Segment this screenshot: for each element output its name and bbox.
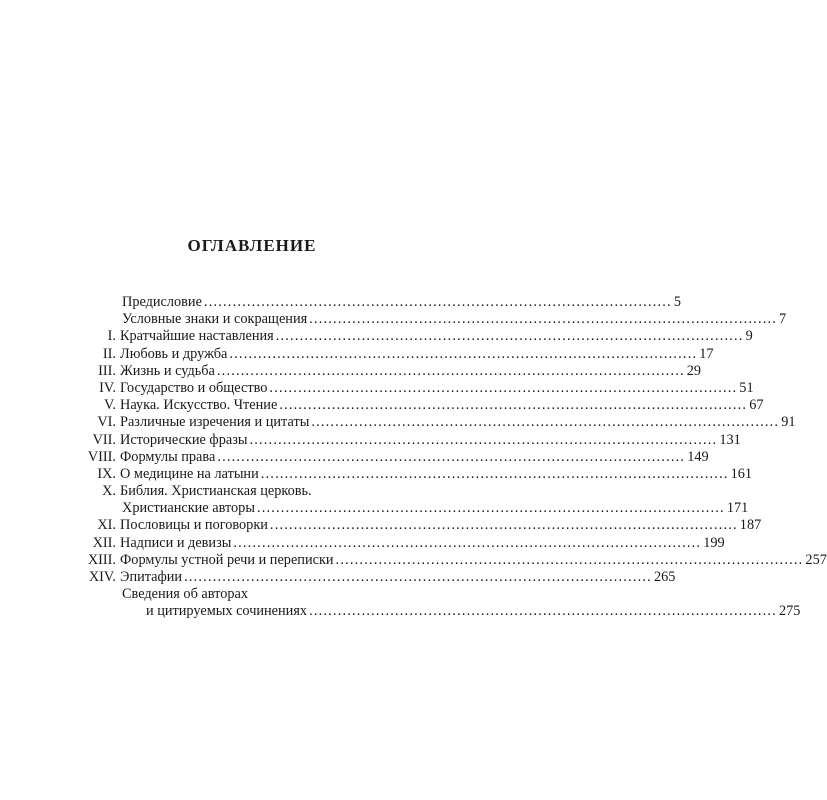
toc-entry-number: VII.	[92, 431, 116, 448]
toc-entry	[92, 362, 702, 380]
toc-entry-number: III.	[98, 362, 116, 379]
toc-entry-label: Наука. Искусство. Чтение	[120, 397, 278, 414]
toc-leader-dots: ..................................................................................................	[229, 345, 698, 362]
toc-leader-dots: ..................................................................................................	[216, 362, 685, 379]
toc-entry-label: Жизнь и судьба	[120, 362, 215, 379]
toc-entry	[92, 586, 404, 603]
toc-entry-label: Эпитафии	[120, 569, 183, 585]
toc-entry-page: 9	[745, 328, 753, 345]
toc-leader-dots: ..................................................................................................	[275, 328, 744, 345]
toc-entry	[92, 517, 762, 534]
toc-entry	[92, 379, 754, 397]
toc-leader-dots: ..................................................................................................	[249, 431, 718, 448]
toc-entry-label: Христианские авторы	[122, 500, 255, 517]
toc-leader-dots: ..................................................................................................	[256, 500, 725, 517]
toc-leader-dots: ..................................................................................................	[269, 517, 738, 534]
toc-entry	[88, 569, 676, 586]
toc-entry-label: Кратчайшие наставления	[120, 328, 274, 345]
toc-entry-number: II.	[102, 345, 116, 362]
toc-entry-number: IX.	[97, 465, 116, 482]
toc-entry-label: Сведения об авторах	[122, 586, 249, 603]
toc-entry-label: Формулы устной речи и переписки	[120, 551, 334, 568]
toc-entry-number: I.	[107, 328, 116, 345]
toc-entry-label: Пословицы и поговорки	[120, 517, 268, 534]
toc-entry-label: Надписи и девизы	[120, 534, 232, 551]
toc-entry-label: О медицине на латыни	[120, 465, 259, 482]
toc-entry	[92, 414, 796, 431]
toc-entry-page: 265	[653, 569, 676, 585]
toc-leader-dots: ..................................................................................................	[217, 448, 686, 465]
toc-entry-page: 171	[726, 500, 749, 517]
toc-entry-number: V.	[103, 397, 116, 414]
toc-entry	[92, 311, 787, 328]
toc-entry-page: 91	[781, 414, 796, 431]
toc-entry-page: 187	[739, 517, 762, 534]
toc-entry-page: 5	[673, 294, 681, 310]
toc-entry-number: VI.	[97, 414, 116, 431]
toc-entry-page: 149	[687, 448, 709, 465]
toc-entry-page: 67	[749, 397, 764, 414]
toc-leader-dots: ..................................................................................................	[260, 465, 729, 482]
toc-entry	[92, 603, 801, 620]
toc-entry-page: 7	[779, 311, 787, 328]
toc-entry-page: 257	[805, 551, 827, 568]
toc-entry	[92, 534, 725, 552]
toc-entry	[92, 397, 764, 414]
toc-entry-label: Различные изречения и цитаты	[120, 414, 310, 431]
toc-entry	[87, 448, 709, 466]
toc-leader-dots: ..................................................................................................	[311, 414, 780, 431]
toc-leader-dots: ..................................................................................................	[309, 603, 777, 620]
toc-entry-page: 161	[730, 465, 753, 482]
toc-entry-number: XIII.	[87, 551, 116, 568]
toc-entry-page: 51	[739, 379, 754, 396]
table-of-contents	[87, 294, 827, 621]
toc-entry	[92, 500, 749, 517]
toc-entry-label: Условные знаки и сокращения	[122, 311, 308, 328]
toc-leader-dots: ..................................................................................................	[269, 379, 738, 396]
toc-entry	[92, 328, 753, 345]
toc-entry-page: 17	[699, 345, 714, 362]
toc-entry-number: IV.	[99, 379, 116, 396]
toc-leader-dots: ..................................................................................................	[279, 397, 748, 414]
toc-entry-label: Предисловие	[122, 294, 202, 310]
toc-entry-label: и цитируемых сочинениях	[146, 603, 308, 620]
toc-entry-number: XI.	[97, 517, 116, 534]
toc-entry-number: VIII.	[87, 448, 116, 465]
toc-entry-label: Исторические фразы	[120, 431, 248, 448]
toc-leader-dots: ..................................................................................................	[233, 534, 702, 551]
toc-entry-label: Любовь и дружба	[120, 345, 228, 362]
toc-leader-dots: ..................................................................................................	[309, 311, 778, 328]
toc-entry-number: XIV.	[88, 569, 116, 585]
toc-leader-dots: ..................................................................................................	[335, 551, 804, 568]
toc-entry-label: Библия. Христианская церковь.	[120, 483, 312, 500]
toc-entry-number: XII.	[92, 534, 116, 551]
toc-entry-page: 275	[778, 603, 801, 620]
toc-entry	[92, 345, 714, 363]
toc-leader-dots: ..................................................................................................	[203, 294, 672, 310]
toc-entry	[92, 294, 681, 311]
toc-entry-page: 29	[686, 362, 702, 379]
toc-entry-page: 199	[703, 534, 725, 551]
toc-entry-label: Формулы права	[120, 448, 216, 465]
toc-entry-number: X.	[102, 483, 116, 500]
toc-entry	[92, 483, 404, 500]
toc-entry-label: Государство и общество	[120, 379, 268, 396]
toc-entry	[92, 431, 741, 449]
toc-entry	[87, 551, 827, 569]
toc-entry	[92, 465, 753, 483]
page-title: ОГЛАВЛЕНИЕ	[187, 236, 317, 255]
toc-entry-page: 131	[719, 431, 741, 448]
toc-leader-dots: ..................................................................................................	[184, 569, 652, 585]
